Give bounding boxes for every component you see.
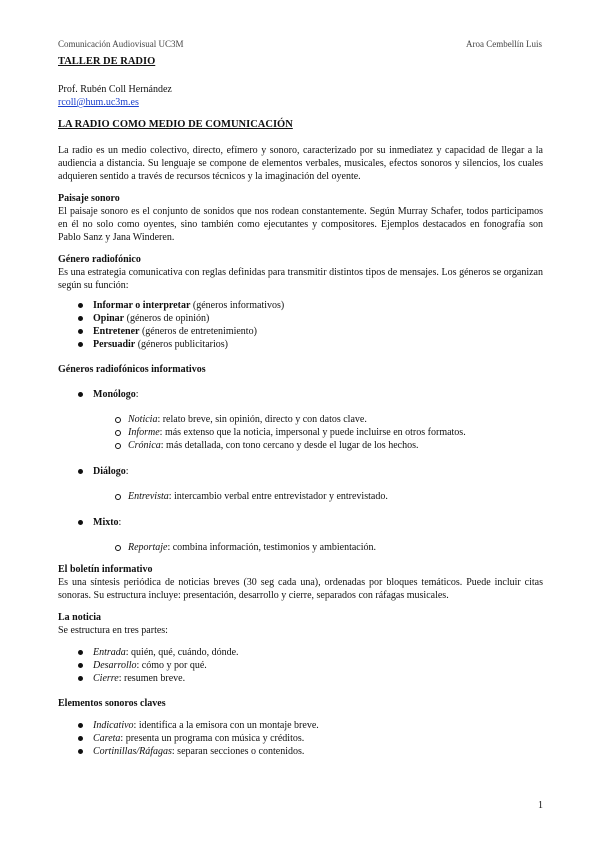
genero-list bbox=[58, 299, 543, 351]
elementos-heading: Elementos sonoros claves bbox=[58, 698, 166, 709]
list-item: Informe: más extenso que la noticia, impersonal y puede incluirse en otros formatos. bbox=[58, 426, 543, 439]
boletin-paragraph: Es una síntesis periódica de noticias breves (30 seg cada una), ordenadas por bloques temáticos. Puede incluir citas sonoras. Su estructura incluye: presentación, desarrollo y cierre, separados con ráfagas musicales. bbox=[58, 577, 543, 601]
list-item: Noticia: relato breve, sin opinión, directo y con datos clave. bbox=[58, 413, 543, 426]
email-link[interactable]: rcoll@hum.uc3m.es bbox=[58, 97, 139, 108]
dialogo-item: Diálogo: bbox=[58, 465, 543, 478]
list-item: Careta: presenta un programa con música y créditos. bbox=[58, 732, 543, 745]
list-item: Informar o interpretar (géneros informativos) bbox=[58, 299, 543, 312]
list-item: Entretener (géneros de entretenimiento) bbox=[58, 325, 543, 338]
paisaje-paragraph: El paisaje sonoro es el conjunto de sonidos que nos rodean constantemente. Según Murray Schafer, todos participamos en él no solo como oyentes, sino también como ejecutantes y compositores. Ejemplos destacados en fonografía son Pablo Sanz y Jana Winderen. bbox=[58, 206, 543, 243]
list-item: Entrada: quién, qué, cuándo, dónde. bbox=[58, 646, 543, 659]
header-author: Aroa Cembellín Luis bbox=[466, 39, 542, 49]
informativos-heading: Géneros radiofónicos informativos bbox=[58, 364, 206, 375]
genero-paragraph: Es una estrategia comunicativa con reglas definidas para transmitir distintos tipos de mensajes. Los géneros se organizan según su función: bbox=[58, 267, 543, 291]
list-item: Entrevista: intercambio verbal entre entrevistador y entrevistado. bbox=[58, 490, 543, 503]
elementos-list bbox=[58, 719, 543, 758]
section-title: LA RADIO COMO MEDIO DE COMUNICACIÓN bbox=[58, 119, 293, 130]
boletin-heading: El boletín informativo bbox=[58, 564, 153, 575]
professor-name: Prof. Rubén Coll Hernández bbox=[58, 84, 172, 95]
list-item: Cierre: resumen breve. bbox=[58, 672, 543, 685]
document-title: TALLER DE RADIO bbox=[58, 56, 156, 67]
genero-heading: Género radiofónico bbox=[58, 254, 141, 265]
page-number: 1 bbox=[538, 800, 543, 811]
dialogo-list bbox=[58, 490, 543, 503]
paisaje-heading: Paisaje sonoro bbox=[58, 193, 120, 204]
noticia-heading: La noticia bbox=[58, 612, 102, 623]
list-item: Opinar (géneros de opinión) bbox=[58, 312, 543, 325]
mixto-list bbox=[58, 541, 543, 554]
list-item: Persuadir (géneros publicitarios) bbox=[58, 338, 543, 351]
noticia-list bbox=[58, 646, 543, 685]
document-body bbox=[58, 55, 543, 758]
mixto-item: Mixto: bbox=[58, 516, 543, 529]
header-course: Comunicación Audiovisual UC3M bbox=[58, 39, 184, 49]
intro-paragraph: La radio es un medio colectivo, directo, efímero y sonoro, caracterizado por su inmediatez y capacidad de llegar a la audiencia a distancia. Su lenguaje se compone de elementos verbales, musicales, efectos sonoros y silencios, los cuales adquieren sentido a través de recursos técnicos y la imaginación del oyente. bbox=[58, 145, 543, 182]
noticia-paragraph: Se estructura en tres partes: bbox=[58, 625, 168, 636]
list-item: Cortinillas/Ráfagas: separan secciones o contenidos. bbox=[58, 745, 543, 758]
list-item: Indicativo: identifica a la emisora con un montaje breve. bbox=[58, 719, 543, 732]
list-item: Desarrollo: cómo y por qué. bbox=[58, 659, 543, 672]
list-item: Crónica: más detallada, con tono cercano y desde el lugar de los hechos. bbox=[58, 439, 543, 452]
monologo-list bbox=[58, 413, 543, 452]
monologo-item: Monólogo: bbox=[58, 388, 543, 401]
list-item: Reportaje: combina información, testimonios y ambientación. bbox=[58, 541, 543, 554]
